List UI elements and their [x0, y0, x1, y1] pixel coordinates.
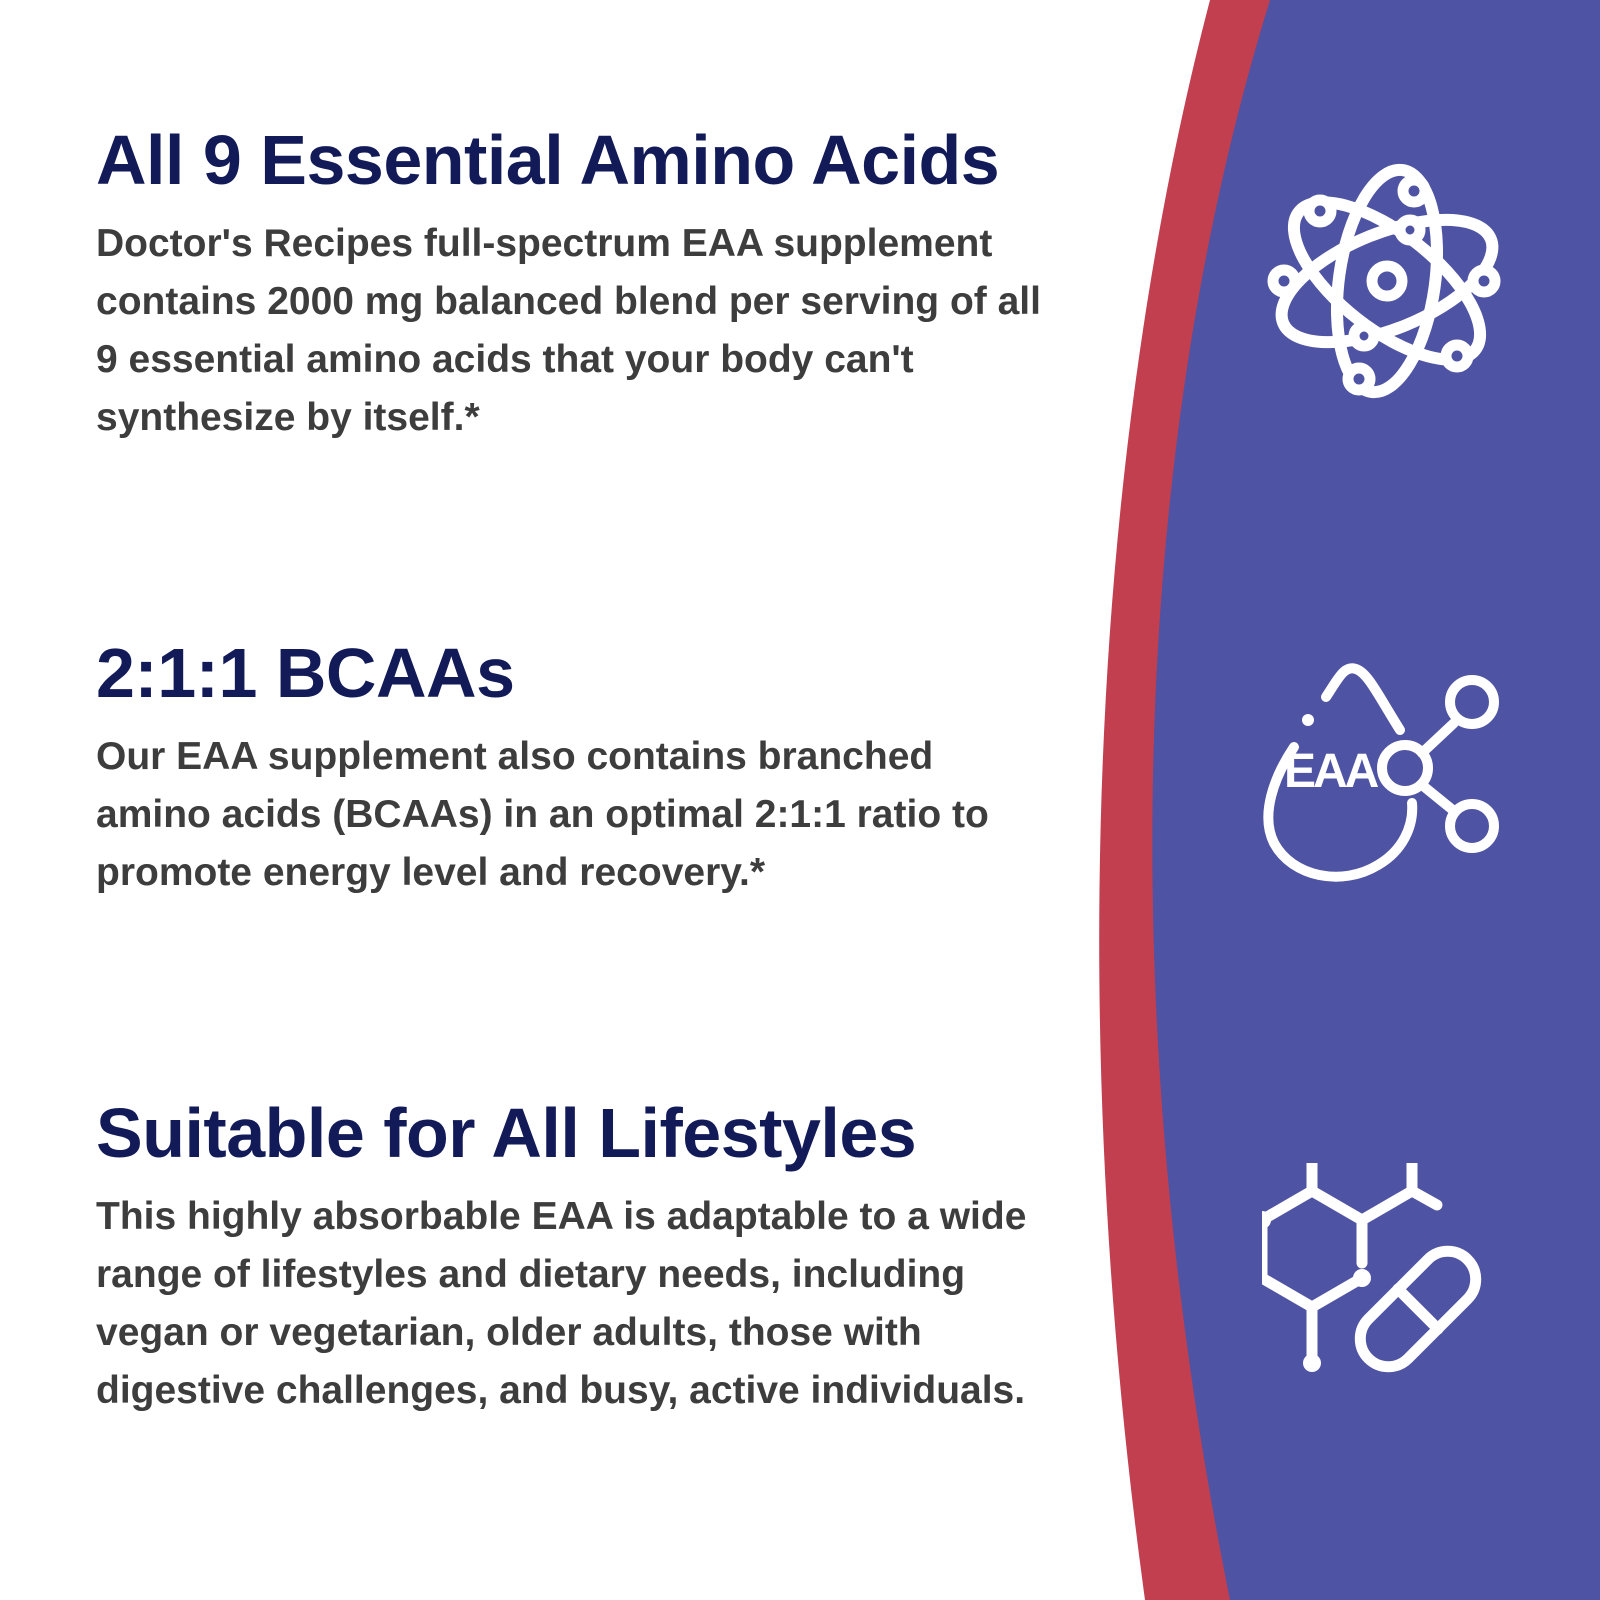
feature-essential-amino-acids	[96, 119, 1056, 447]
feature-lifestyles	[96, 1092, 1056, 1420]
feature-description: Our EAA supplement also contains branched amino acids (BCAAs) in an optimal 2:1:1 ratio to promote energy level and recovery.*	[96, 735, 989, 894]
feature-description: Doctor's Recipes full-spectrum EAA supplement contains 2000 mg balanced blend per serving of all 9 essential amino acids that your body can't synthesize by itself.*	[96, 222, 1041, 439]
atom-icon	[1262, 163, 1512, 413]
feature-title: All 9 Essential Amino Acids	[96, 121, 1000, 199]
feature-title: 2:1:1 BCAAs	[96, 634, 515, 712]
feature-bcaas	[96, 632, 1056, 902]
molecule-capsule-icon	[1262, 1163, 1512, 1413]
feature-title: Suitable for All Lifestyles	[96, 1094, 917, 1172]
eaa-icon-label: EAA	[1284, 745, 1377, 798]
eaa-drop-icon	[1262, 655, 1512, 905]
feature-description: This highly absorbable EAA is adaptable to a wide range of lifestyles and dietary needs, including vegan or vegetarian, older adults, those with digestive challenges, and busy, active individuals.	[96, 1195, 1027, 1412]
